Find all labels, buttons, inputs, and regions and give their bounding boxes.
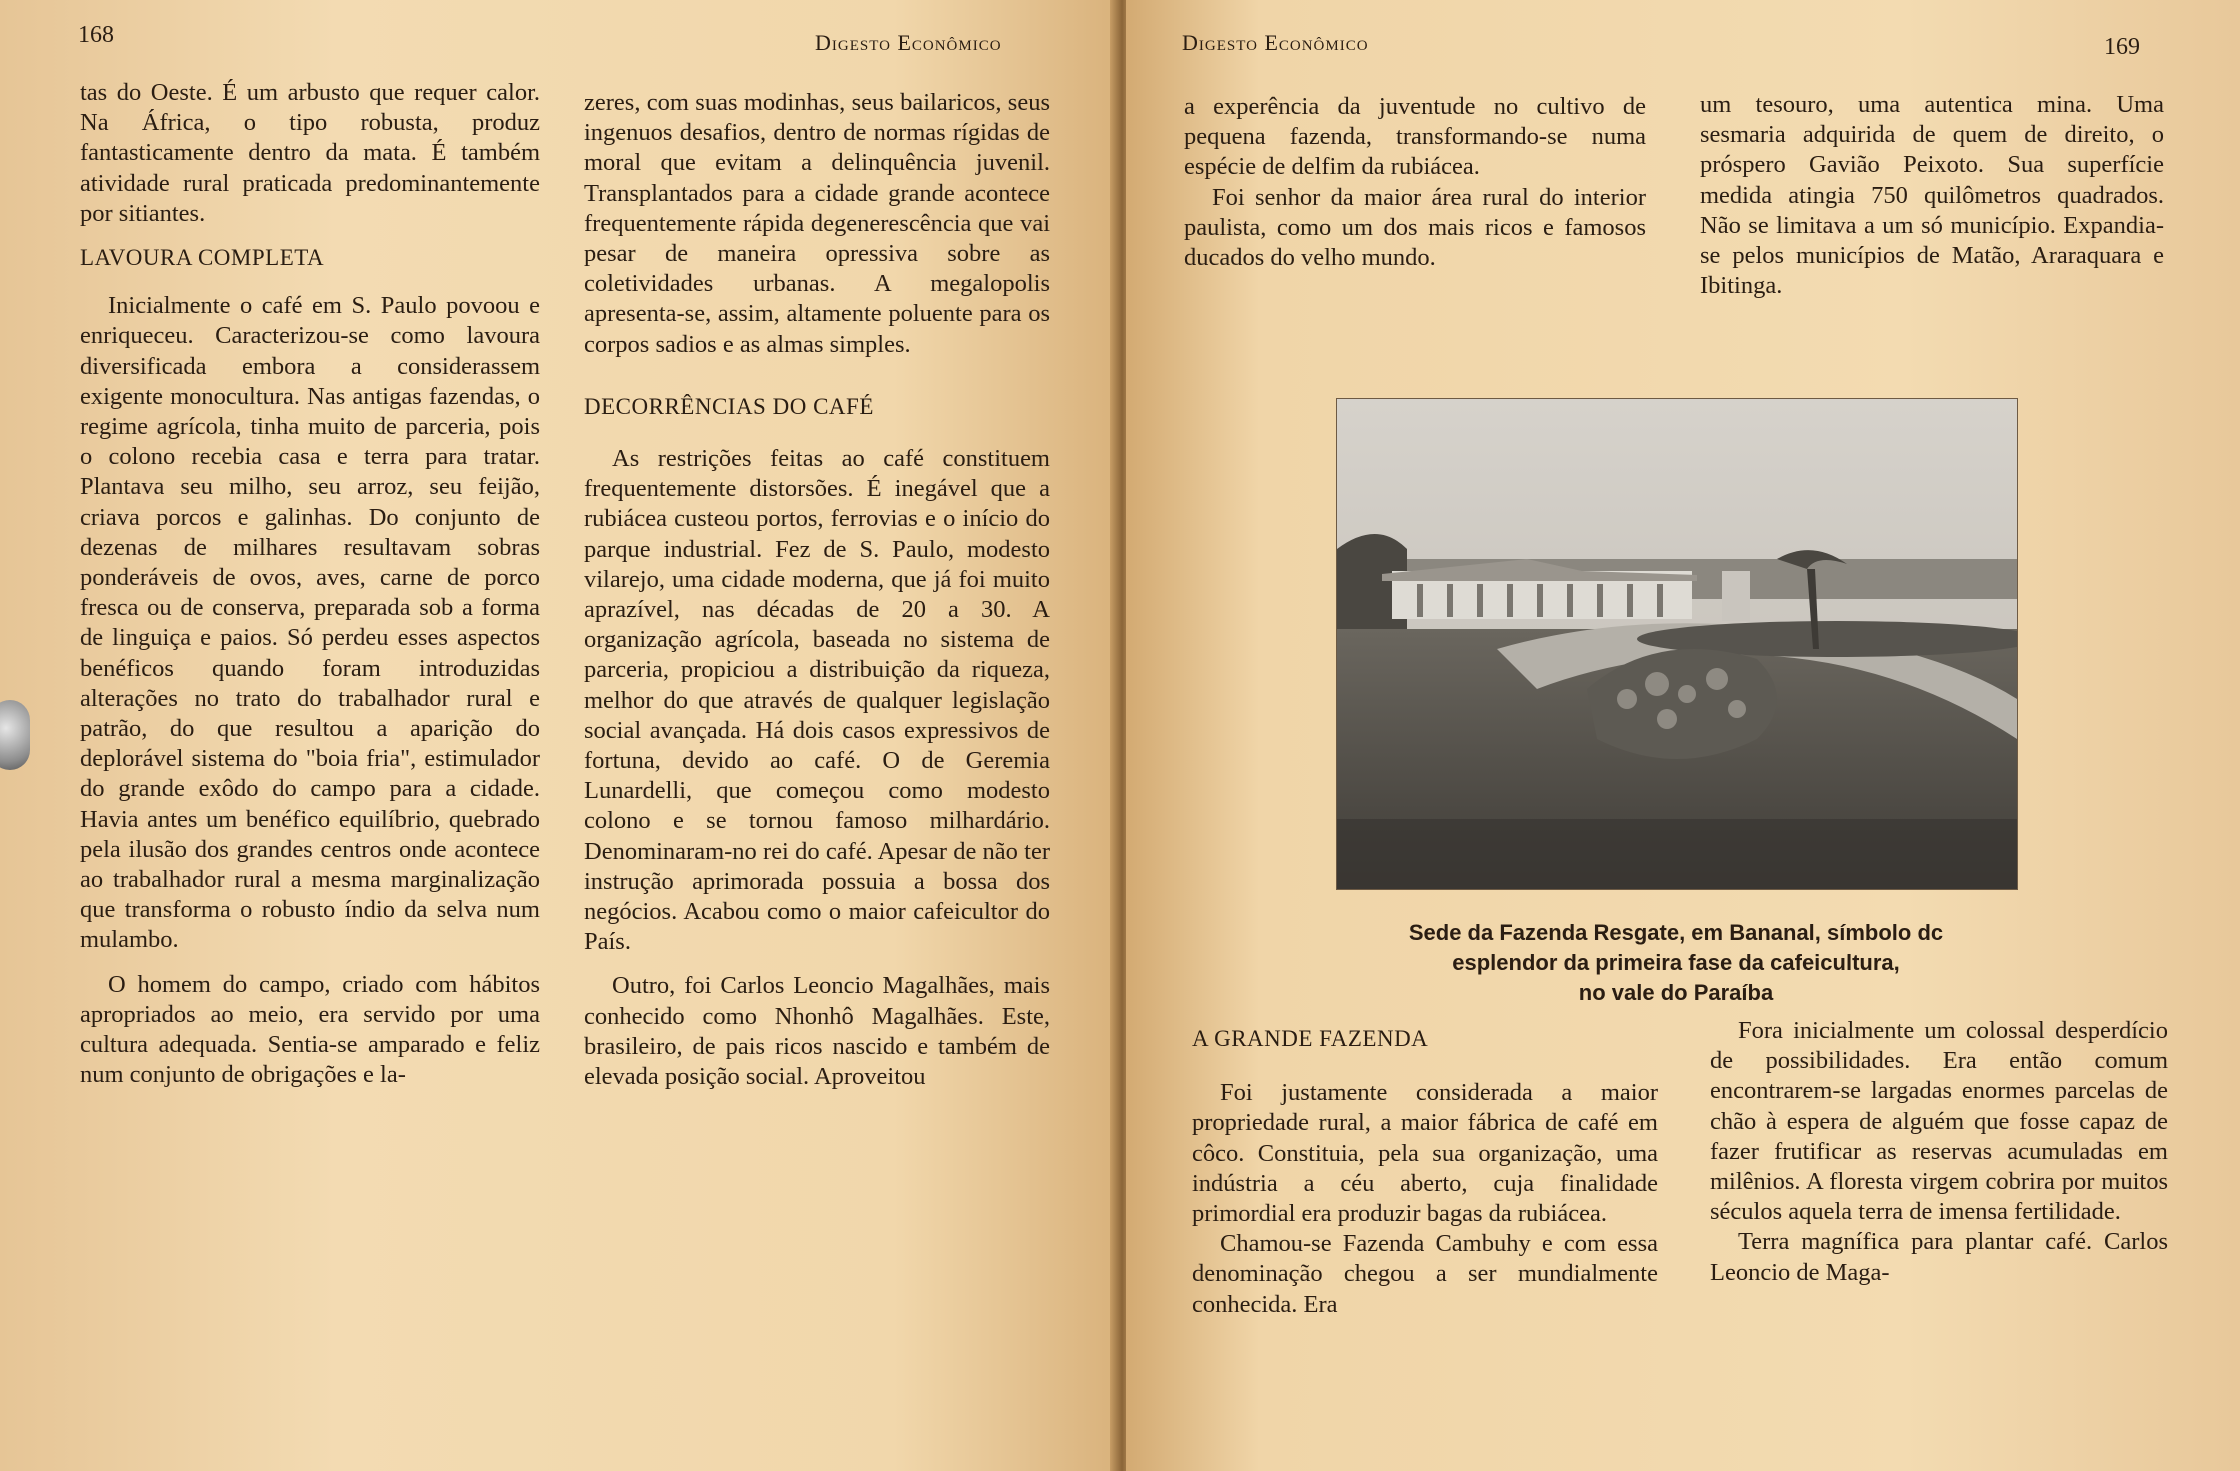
paragraph: Inicialmente o café em S. Paulo povoou e enriqueceu. Caracterizou-se como lavoura diversificada embora a considerassem exigente monocultura. Nas antigas fazendas, o regime agrícola, tinha muito de parceria, pois o colono recebia casa e terra para tratar. Plantava seu milho, seu arroz, seu feijão, criava porcos e galinhas. Do conjunto de dezenas de milhares resultavam sobras ponderáveis de ovos, aves, carne de porco fresca ou de conserva, preparada sob a forma de linguiça e paios. Só perdeu esses aspectos benéficos quando foram introduzidas alterações no trato do trabalhador rural e patrão, do que resultou a aparição do deplorável sistema do "boia fria", estimulador do grande exôdo do campo para a cidade. Havia antes um benéfico equilíbrio, quebrado pela ilusão dos grandes centros onde acontece ao trabalhador rural a mesma marginalização que transforma o robusto índio da selva num mulambo. [80, 292, 540, 954]
paragraph: Fora inicialmente um colossal desperdício de possibilidades. Era então comum encontrarem-se largadas enormes parcelas de chão à espera de alguém que fosse capaz de fazer frutificar as reservas acumuladas em milênios. A floresta virgem cobrira por muitos séculos aquela terra de imensa fertilidade. [1710, 1017, 2168, 1226]
right-top-column-2 [1700, 90, 2164, 301]
page-number-right: 169 [2104, 34, 2140, 60]
left-page [0, 0, 1118, 1471]
paragraph: O homem do campo, criado com hábitos apropriados ao meio, era servido por uma cultura adequada. Sentia-se amparado e feliz num conjunto de obrigações e la- [80, 970, 540, 1089]
page-number-left: 168 [78, 22, 114, 48]
paragraph: um tesouro, uma autentica mina. Uma sesmaria adquirida de quem de direito, o próspero Gavião Peixoto. Sua superfície medida atingia 750 quilômetros quadrados. Não se limitava a um só município. Expandia-se pelos municípios de Matão, Araraquara e Ibitinga. [1700, 91, 2164, 300]
paragraph: As restrições feitas ao café constituem frequentemente distorsões. É inegável que a rubiácea custeou portos, ferrovias e o início do parque industrial. Fez de S. Paulo, modesto vilarejo, uma cidade moderna, que já foi muito aprazível, nas décadas de 20 a 30. A organização agrícola, baseada no sistema de parceria, propiciou a distribuição da riqueza, melhor do que através de qualquer legislação social avançada. Há dois casos expressivos de fortuna, devido ao café. O de Geremia Lunardelli, que começou como modesto colono e se tornou famoso milhardário. Denominaram-no rei do café. Apesar de não ter instrução aprimorada possuia a bossa dos negócios. Acabou como o maior cafeicultor do País. [584, 445, 1050, 956]
running-head-left: Digesto Econômico [815, 30, 1002, 55]
right-top-column-1 [1184, 92, 1646, 273]
caption-line: Sede da Fazenda Resgate, em Bananal, símbolo dc [1408, 920, 1944, 945]
paragraph: Outro, foi Carlos Leoncio Magalhães, mais conhecido como Nhonhô Magalhães. Este, brasileiro, de pais ricos nascido e também de elevada posição social. Aproveitou [584, 972, 1050, 1091]
farm-photo [1336, 398, 2018, 890]
paragraph: tas do Oeste. É um arbusto que requer calor. Na África, o tipo robusta, produz fantasticamente dentro da mata. É também atividade rural praticada predominantemente por sitiantes. [80, 79, 540, 227]
left-column-2 [584, 88, 1050, 1092]
paragraph: Terra magnífica para plantar café. Carlos Leoncio de Maga- [1710, 1228, 2168, 1286]
running-head-right: Digesto Econômico [1182, 30, 1369, 55]
farm-photo-image [1337, 399, 2017, 889]
left-column-1 [80, 78, 540, 1091]
section-heading: DECORRÊNCIAS DO CAFÉ [584, 393, 874, 419]
caption-line: no vale do Paraíba [1578, 980, 1774, 1005]
paragraph: zeres, com suas modinhas, seus bailaricos, seus ingenuos desafios, dentro de normas rígidas de moral que evitam a delinquência juvenil. Transplantados para a cidade grande acontece frequentemente rápida degenerescência que vai pesar de maneira opressiva sobre as coletividades urbanas. A megalopolis apresenta-se, assim, altamente poluente para os corpos sadios e as almas simples. [584, 89, 1050, 358]
thumb-clip [0, 700, 30, 770]
right-page [1126, 0, 2240, 1471]
paragraph: a experência da juventude no cultivo de pequena fazenda, transformando-se numa espécie de delfim da rubiácea. [1184, 93, 1646, 181]
paragraph: Foi senhor da maior área rural do interior paulista, como um dos mais ricos e famosos ducados do velho mundo. [1184, 183, 1646, 272]
paragraph: Chamou-se Fazenda Cambuhy e com essa denominação chegou a ser mundialmente conhecida. Era [1192, 1230, 1658, 1318]
section-heading: LAVOURA COMPLETA [80, 245, 325, 271]
caption-line: esplendor da primeira fase da cafeicultura, [1452, 950, 1900, 975]
right-bottom-column-1 [1192, 1012, 1658, 1320]
paragraph: Foi justamente considerada a maior propriedade rural, a maior fábrica de café em côco. Constituia, pela sua organização, uma indústria a céu aberto, cuja finalidade primordial era produzir bagas da rubiácea. [1192, 1079, 1658, 1228]
section-heading: A GRANDE FAZENDA [1192, 1026, 1429, 1051]
right-bottom-column-2 [1710, 1016, 2168, 1288]
photo-caption [1296, 918, 2056, 1008]
